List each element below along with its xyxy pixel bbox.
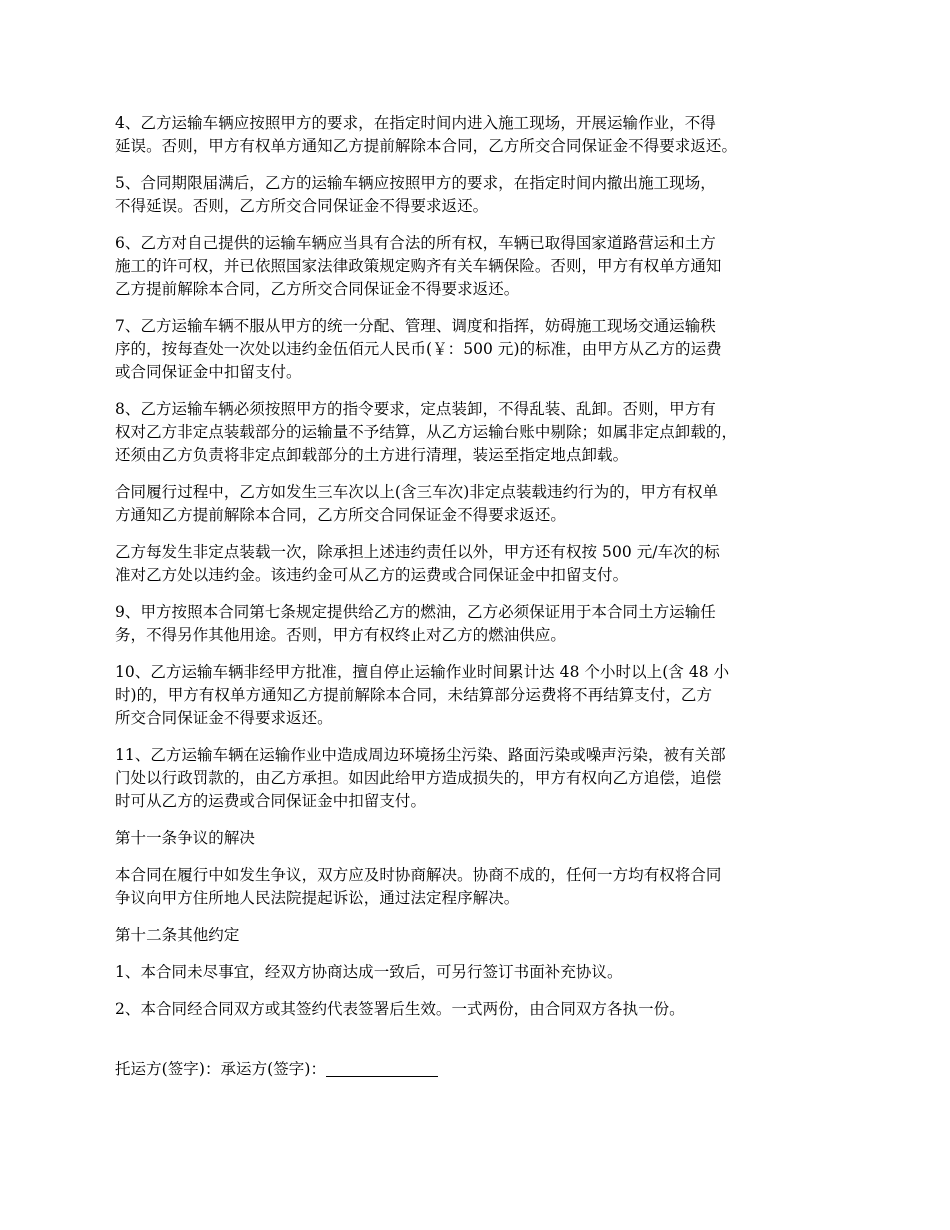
signature-blank[interactable] xyxy=(326,1060,438,1077)
clause-4: 4、乙方运输车辆应按照甲方的要求，在指定时间内进入施工现场，开展运输作业，不得 延误。否则，甲方有权单方通知乙方提前解除本合同，乙方所交合同保证金不得要求返还。 xyxy=(115,114,738,155)
other-clause-2: 2、本合同经合同双方或其签约代表签署后生效。一式两份，由合同双方各执一份。 xyxy=(115,1000,685,1018)
clause-10: 10、乙方运输车辆非经甲方批准，擅自停止运输作业时间累计达 48 个小时以上(含 48 小 时)的，甲方有权单方通知乙方提前解除本合同，未结算部分运费将不再结算支付，乙方 所交合同保证金不得要求返还。 xyxy=(115,663,730,727)
document-page xyxy=(115,112,855,1095)
clause-8: 8、乙方运输车辆必须按照甲方的指令要求，定点装卸，不得乱装、乱卸。否则，甲方有 权对乙方非定点装载部分的运输量不予结算，从乙方运输台账中剔除；如属非定点卸载的， 还须由乙方负责将非定点卸载部分的土方进行清理，装运至指定地点卸载。 xyxy=(115,400,738,464)
signature-row xyxy=(115,1035,855,1081)
dispute-resolution-text: 本合同在履行中如发生争议，双方应及时协商解决。协商不成的，任何一方均有权将合同 争议向甲方住所地人民法院提起诉讼，通过法定程序解决。 xyxy=(115,866,722,907)
section-heading-other: 第十二条其他约定 xyxy=(115,926,240,944)
clause-8-supplement-1: 合同履行过程中，乙方如发生三车次以上(含三车次)非定点装载违约行为的，甲方有权单 方通知乙方提前解除本合同，乙方所交合同保证金不得要求返还。 xyxy=(115,483,719,524)
clause-8-supplement-2: 乙方每发生非定点装载一次，除承担上述违约责任以外，甲方还有权按 500 元/车次的标 准对乙方处以违约金。该违约金可从乙方的运费或合同保证金中扣留支付。 xyxy=(115,543,720,584)
clause-9: 9、甲方按照本合同第七条规定提供给乙方的燃油，乙方必须保证用于本合同土方运输任 务，不得另作其他用途。否则，甲方有权终止对乙方的燃油供应。 xyxy=(115,603,716,644)
clause-5: 5、合同期限届满后，乙方的运输车辆应按照甲方的要求，在指定时间内撤出施工现场， 不得延误。否则，乙方所交合同保证金不得要求返还。 xyxy=(115,174,716,215)
section-heading-dispute: 第十一条争议的解决 xyxy=(115,829,255,847)
clause-6: 6、乙方对自己提供的运输车辆应当具有合法的所有权，车辆已取得国家道路营运和土方 施工的许可权，并已依照国家法律政策规定购齐有关车辆保险。否则，甲方有权单方通知 乙方提前解除本合同，乙方所交合同保证金不得要求返还。 xyxy=(115,234,722,298)
other-clause-1: 1、本合同未尽事宜，经双方协商达成一致后，可另行签订书面补充协议。 xyxy=(115,963,623,981)
clause-7: 7、乙方运输车辆不服从甲方的统一分配、管理、调度和指挥，妨碍施工现场交通运输秩 序的，按每查处一次处以违约金伍佰元人民币(￥：500 元)的标准，由甲方从乙方的运费 或合同保证金中扣留支付。 xyxy=(115,317,722,381)
signature-label: 托运方(签字)：承运方(签字)： xyxy=(115,1060,326,1078)
clause-11: 11、乙方运输车辆在运输作业中造成周边环境扬尘污染、路面污染或噪声污染，被有关部 门处以行政罚款的，由乙方承担。如因此给甲方造成损失的，甲方有权向乙方追偿，追偿 时可从乙方的运费或合同保证金中扣留支付。 xyxy=(115,746,726,810)
